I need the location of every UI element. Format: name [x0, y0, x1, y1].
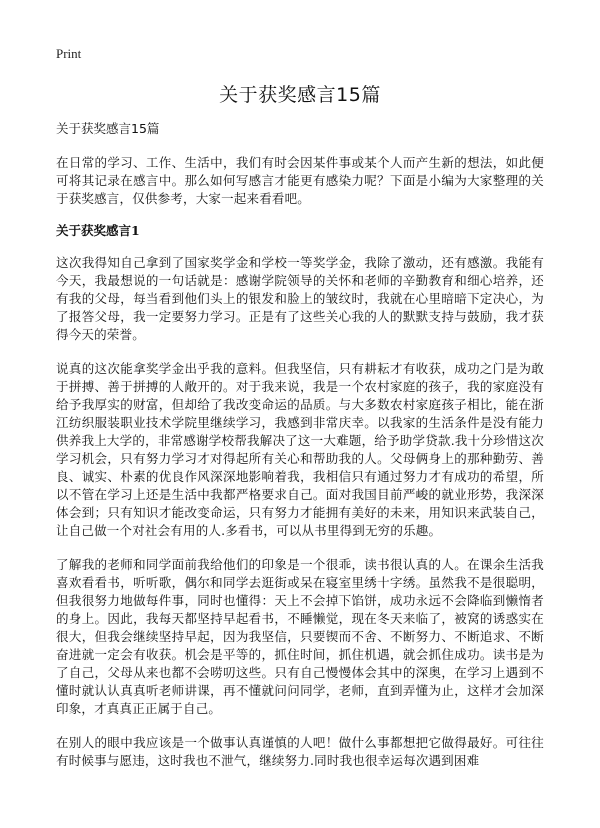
section-heading: 关于获奖感言1 — [56, 223, 140, 238]
body-paragraph-1: 这次我得知自己拿到了国家奖学金和学校一等奖学金，我除了激动，还有感激。我能有今天，我最想说的一句话就是：感谢学院领导的关怀和老师的辛勤教育和细心培养，还有我的父母，每当看到他们头上的银发和脸上的皱纹时，我就在心里暗暗下定决心，为了报答父母，我一定要努力学习。正是有了这些关心我的人的默默支持与鼓励，我才获得今天的荣誉。 — [56, 255, 544, 342]
print-label: Print — [56, 46, 82, 61]
body-paragraph-2: 说真的这次能拿奖学金出乎我的意料。但我坚信，只有耕耘才有收获，成功之门是为敢于拼搏、善于拼搏的人敞开的。对于我来说，我是一个农村家庭的孩子，我的家庭没有给予我厚实的财富，但却给了我改变命运的品质。与大多数农村家庭孩子相比，能在浙江纺织服装职业技术学院里继续学习，我感到非常庆幸。以我家的生活条件是没有能力供养我上大学的，非常感谢学校帮我解决了这一大难题，给予助学贷款.我十分珍惜这次学习机会，只有努力学习才对得起所有关心和帮助我的人。父母俩身上的那种勤劳、善良、诚实、朴素的优良作风深深地影响着我，我相信只有通过努力才有成功的希望，所以不管在学习上还是生活中我都严格要求自己。面对我国目前严峻的就业形势，我深深体会到；只有知识才能改变命运，只有努力才能拥有美好的未来，用知识来武装自己，让自己做一个对社会有用的人.多看书，可以从书里得到无穷的乐趣。 — [56, 361, 544, 538]
document-body — [56, 120, 544, 786]
document-subtitle: 关于获奖感言15篇 — [56, 121, 160, 136]
body-paragraph-3: 了解我的老师和同学面前我给他们的印象是一个很乖，读书很认真的人。在课余生活我喜欢看看书，听听歌，偶尔和同学去逛街或呆在寝室里绣十字绣。虽然我不是很聪明，但我很努力地做每件事，同时也懂得：天上不会掉下馅饼，成功永远不会降临到懒惰者的身上。因此，我每天都坚持早起看书，不睡懒觉，现在冬天来临了，被窝的诱惑实在很大，但我会继续坚持早起，因为我坚信，只要锲而不舍、不断努力、不断追求、不断奋进就一定会有收获。机会是平等的，抓住时间，抓住机遇，就会抓住成功。读书是为了自己，父母从来也都不会唠叨这些。只有自己慢慢体会其中的深奥，在学习上遇到不懂时就认认真真听老师讲课，再不懂就问问同学，老师，直到弄懂为止，这样才会加深印象，才真真正正属于自己。 — [56, 557, 544, 716]
intro-paragraph: 在日常的学习、工作、生活中，我们有时会因某件事或某个人而产生新的想法，如此便可将其记录在感言中。那么如何写感言才能更有感染力呢？下面是小编为大家整理的关于获奖感言，仅供参考，大家一起来看看吧。 — [56, 155, 544, 206]
page-title: 关于获奖感言15篇 — [219, 84, 381, 106]
body-paragraph-4: 在别人的眼中我应该是一个做事认真谨慎的人吧！做什么事都想把它做得最好。可往往有时候事与愿违，这时我也不泄气，继续努力.同时我也很幸运每次遇到困难 — [56, 735, 544, 768]
